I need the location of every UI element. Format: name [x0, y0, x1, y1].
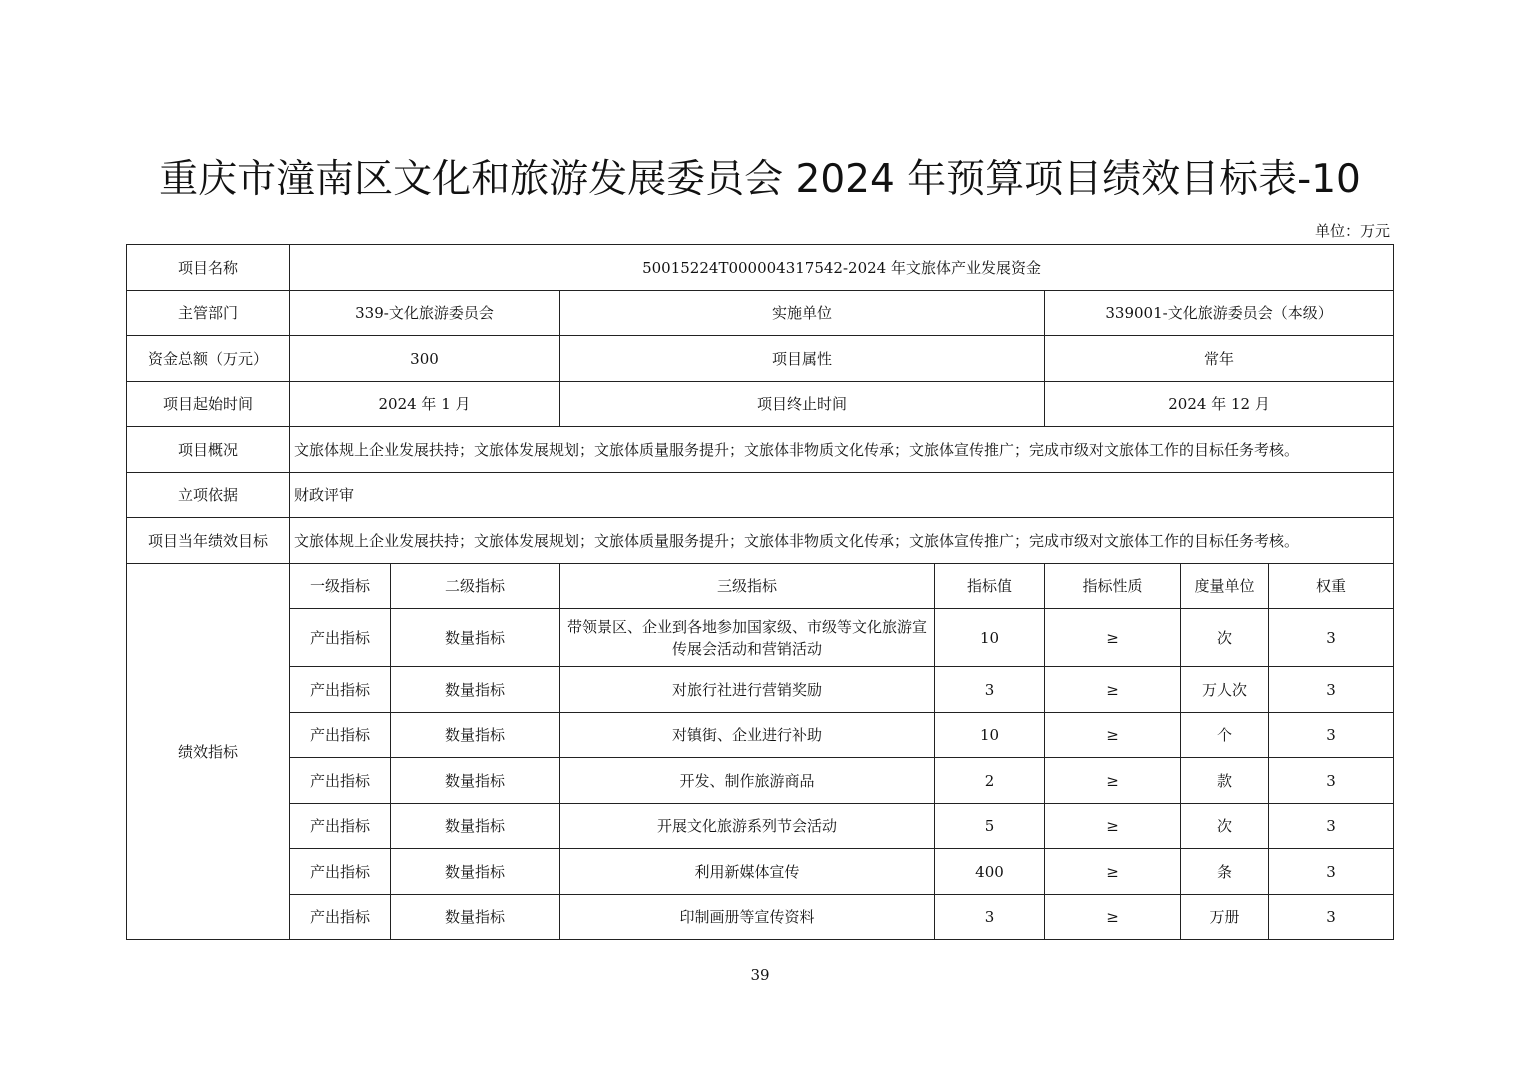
- table-row: [127, 895, 1394, 940]
- project-name-label: 项目名称: [127, 245, 290, 291]
- start-label: 项目起始时间: [127, 382, 290, 427]
- table-row: [127, 758, 1394, 804]
- table-row: [127, 713, 1394, 758]
- row-unit: 万人次: [1181, 667, 1269, 713]
- row-l1: 产出指标: [290, 849, 391, 895]
- funds-value: 300: [290, 336, 560, 382]
- impl-value: 339001-文化旅游委员会（本级）: [1045, 291, 1394, 336]
- row-l1: 产出指标: [290, 713, 391, 758]
- indicator-section-label: 绩效指标: [127, 564, 290, 940]
- row-weight: 3: [1269, 713, 1394, 758]
- row-time: [127, 382, 1394, 427]
- row-l1: 产出指标: [290, 667, 391, 713]
- impl-label: 实施单位: [560, 291, 1045, 336]
- basis-value: 财政评审: [290, 473, 1394, 518]
- row-weight: 3: [1269, 758, 1394, 804]
- row-unit: 次: [1181, 804, 1269, 849]
- row-nature: ≥: [1045, 758, 1181, 804]
- row-project-name: [127, 245, 1394, 291]
- row-nature: ≥: [1045, 609, 1181, 667]
- row-l3: 带领景区、企业到各地参加国家级、市级等文化旅游宣传展会活动和营销活动: [560, 609, 935, 667]
- row-l3: 利用新媒体宣传: [560, 849, 935, 895]
- row-funds: [127, 336, 1394, 382]
- header-weight: 权重: [1269, 564, 1394, 609]
- row-weight: 3: [1269, 667, 1394, 713]
- row-value: 10: [935, 713, 1045, 758]
- project-name-value: 50015224T000004317542-2024 年文旅体产业发展资金: [290, 245, 1394, 291]
- header-l3: 三级指标: [560, 564, 935, 609]
- table-row: [127, 609, 1394, 667]
- table-row: [127, 667, 1394, 713]
- dept-label: 主管部门: [127, 291, 290, 336]
- row-unit: 万册: [1181, 895, 1269, 940]
- row-l2: 数量指标: [391, 609, 560, 667]
- attr-value: 常年: [1045, 336, 1394, 382]
- row-nature: ≥: [1045, 667, 1181, 713]
- goal-value: 文旅体规上企业发展扶持；文旅体发展规划；文旅体质量服务提升；文旅体非物质文化传承；文旅体宣传推广；完成市级对文旅体工作的目标任务考核。: [290, 518, 1394, 564]
- row-unit: 款: [1181, 758, 1269, 804]
- table-row: [127, 849, 1394, 895]
- start-value: 2024 年 1 月: [290, 382, 560, 427]
- row-nature: ≥: [1045, 895, 1181, 940]
- row-value: 3: [935, 895, 1045, 940]
- performance-table: [126, 244, 1394, 940]
- overview-value: 文旅体规上企业发展扶持；文旅体发展规划；文旅体质量服务提升；文旅体非物质文化传承；文旅体宣传推广；完成市级对文旅体工作的目标任务考核。: [290, 427, 1394, 473]
- dept-value: 339-文化旅游委员会: [290, 291, 560, 336]
- row-l1: 产出指标: [290, 804, 391, 849]
- row-goal: [127, 518, 1394, 564]
- row-l3: 对旅行社进行营销奖励: [560, 667, 935, 713]
- header-l1: 一级指标: [290, 564, 391, 609]
- header-l2: 二级指标: [391, 564, 560, 609]
- row-nature: ≥: [1045, 804, 1181, 849]
- row-l2: 数量指标: [391, 758, 560, 804]
- header-nature: 指标性质: [1045, 564, 1181, 609]
- row-value: 3: [935, 667, 1045, 713]
- row-unit: 次: [1181, 609, 1269, 667]
- row-l1: 产出指标: [290, 609, 391, 667]
- end-value: 2024 年 12 月: [1045, 382, 1394, 427]
- row-l3: 开展文化旅游系列节会活动: [560, 804, 935, 849]
- row-unit: 条: [1181, 849, 1269, 895]
- row-value: 5: [935, 804, 1045, 849]
- row-weight: 3: [1269, 849, 1394, 895]
- row-l3: 对镇街、企业进行补助: [560, 713, 935, 758]
- basis-label: 立项依据: [127, 473, 290, 518]
- goal-label: 项目当年绩效目标: [127, 518, 290, 564]
- row-l2: 数量指标: [391, 804, 560, 849]
- page-title: 重庆市潼南区文化和旅游发展委员会 2024 年预算项目绩效目标表-10: [159, 157, 1361, 202]
- row-l2: 数量指标: [391, 895, 560, 940]
- end-label: 项目终止时间: [560, 382, 1045, 427]
- indicator-header-row: [127, 564, 1394, 609]
- funds-label: 资金总额（万元）: [127, 336, 290, 382]
- row-overview: [127, 427, 1394, 473]
- overview-label: 项目概况: [127, 427, 290, 473]
- row-value: 2: [935, 758, 1045, 804]
- row-weight: 3: [1269, 804, 1394, 849]
- row-l2: 数量指标: [391, 713, 560, 758]
- row-l1: 产出指标: [290, 895, 391, 940]
- row-l2: 数量指标: [391, 849, 560, 895]
- row-l3: 开发、制作旅游商品: [560, 758, 935, 804]
- row-value: 10: [935, 609, 1045, 667]
- row-weight: 3: [1269, 609, 1394, 667]
- header-unit: 度量单位: [1181, 564, 1269, 609]
- row-nature: ≥: [1045, 713, 1181, 758]
- page-number: 39: [750, 966, 770, 984]
- row-basis: [127, 473, 1394, 518]
- row-l2: 数量指标: [391, 667, 560, 713]
- row-dept: [127, 291, 1394, 336]
- row-nature: ≥: [1045, 849, 1181, 895]
- row-l1: 产出指标: [290, 758, 391, 804]
- table-row: [127, 804, 1394, 849]
- unit-label: 单位：万元: [1314, 222, 1390, 240]
- row-value: 400: [935, 849, 1045, 895]
- attr-label: 项目属性: [560, 336, 1045, 382]
- row-weight: 3: [1269, 895, 1394, 940]
- header-value: 指标值: [935, 564, 1045, 609]
- row-l3: 印制画册等宣传资料: [560, 895, 935, 940]
- row-unit: 个: [1181, 713, 1269, 758]
